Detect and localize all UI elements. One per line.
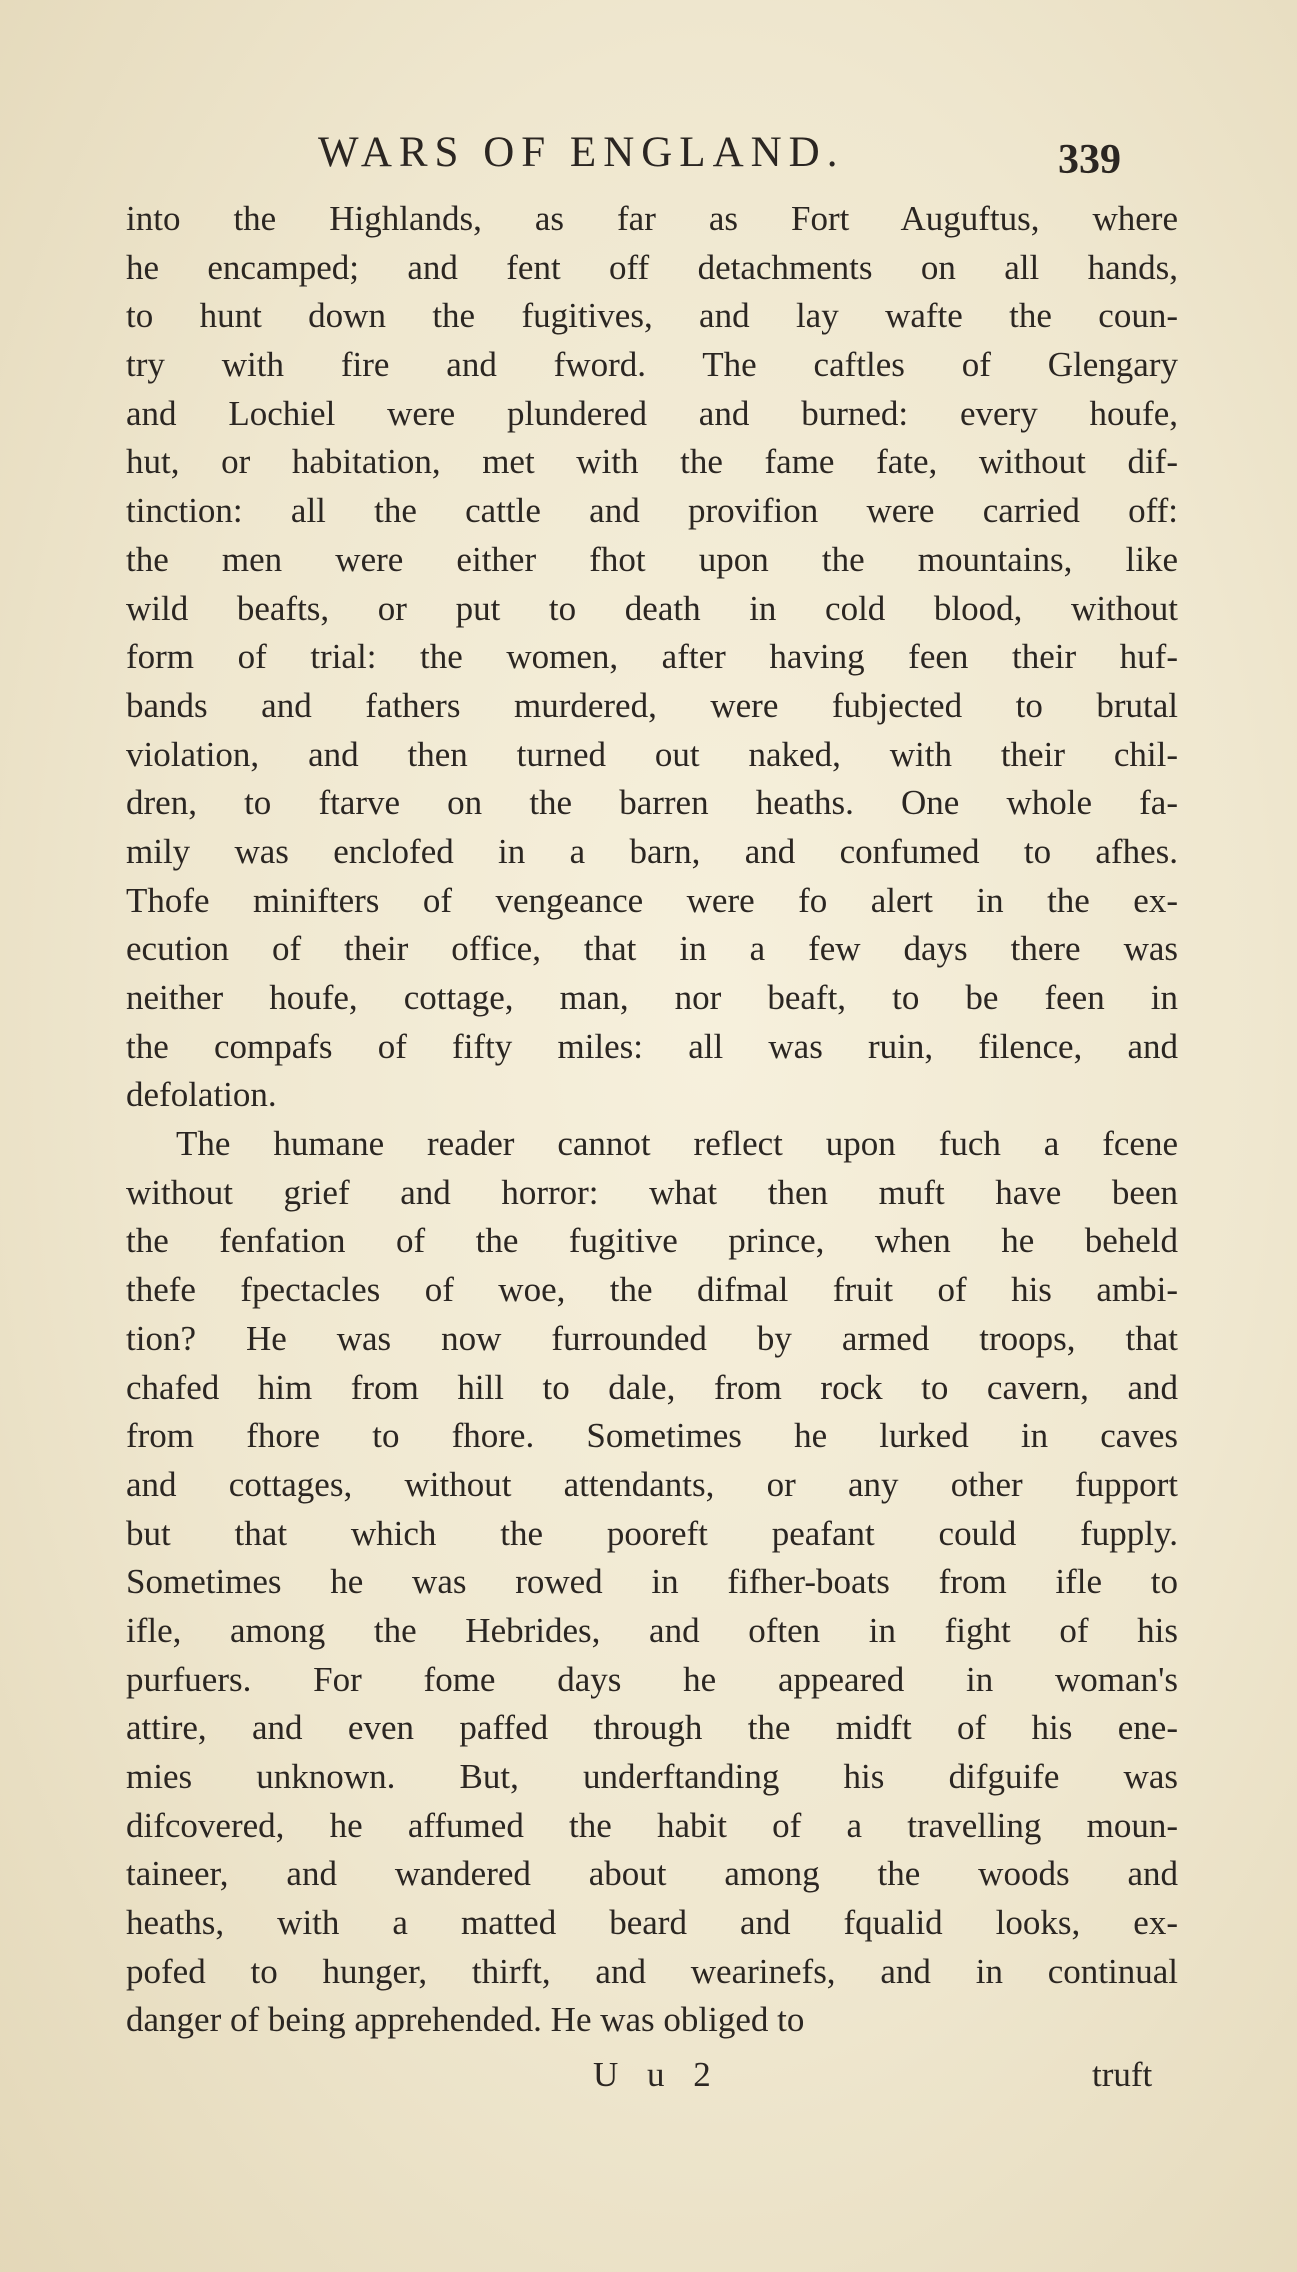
text-line: tion? He was now furrounded by armed troops, that xyxy=(126,1318,1178,1358)
text-line: dren, to ftarve on the barren heaths. One whole fa- xyxy=(126,783,1178,823)
text-line: tinction: all the cattle and provifion were carried off: xyxy=(126,491,1178,531)
paragraph xyxy=(126,195,1178,1120)
text-line: difcovered, he affumed the habit of a travelling moun- xyxy=(126,1805,1178,1845)
text-line: chafed him from hill to dale, from rock to cavern, and xyxy=(126,1367,1178,1407)
paragraph xyxy=(126,1120,1178,2045)
page-header xyxy=(0,128,1297,188)
page-number: 339 xyxy=(1058,137,1121,183)
text-line: neither houfe, cottage, man, nor beaft, to be feen in xyxy=(126,978,1178,1017)
text-line: to hunt down the fugitives, and lay wafte the coun- xyxy=(126,296,1178,336)
text-line: attire, and even paffed through the midft of his ene- xyxy=(126,1708,1178,1748)
text-line: pofed to hunger, thirft, and wearinefs, and in continual xyxy=(126,1951,1178,1991)
text-line: mily was enclofed in a barn, and confumed to afhes. xyxy=(126,831,1178,871)
text-line: and Lochiel were plundered and burned: every houfe, xyxy=(126,393,1178,433)
text-line: danger of being apprehended. He was obliged to xyxy=(126,2000,805,2040)
text-line: purfuers. For fome days he appeared in woman's xyxy=(126,1659,1178,1699)
text-line: hut, or habitation, met with the fame fate, without dif- xyxy=(126,442,1178,482)
text-line: into the Highlands, as far as Fort Auguftus, where xyxy=(126,199,1178,238)
text-line: violation, and then turned out naked, with their chil- xyxy=(126,734,1178,774)
signature-mark: U u 2 xyxy=(593,2055,721,2094)
text-line: form of trial: the women, after having feen their huf- xyxy=(126,637,1178,677)
text-line: thefe fpectacles of woe, the difmal fruit of his ambi- xyxy=(126,1270,1178,1310)
text-line: bands and fathers murdered, were fubjected to brutal xyxy=(126,685,1178,725)
text-line: mies unknown. But, underftanding his difguife was xyxy=(126,1757,1178,1796)
text-line: the men were either fhot upon the mountains, like xyxy=(126,539,1178,579)
text-line: the compafs of fifty miles: all was ruin, filence, and xyxy=(126,1026,1178,1066)
text-line: without grief and horror: what then muft have been xyxy=(126,1172,1178,1212)
text-line: Sometimes he was rowed in fifher-boats from ifle to xyxy=(126,1562,1178,1602)
running-title: WARS OF ENGLAND. xyxy=(318,129,845,176)
body-text xyxy=(126,195,1178,2045)
text-line: the fenfation of the fugitive prince, when he beheld xyxy=(126,1221,1178,1261)
text-line: and cottages, without attendants, or any other fupport xyxy=(126,1464,1178,1504)
page-footer xyxy=(0,2055,1297,2105)
text-line: he encamped; and fent off detachments on all hands, xyxy=(126,247,1178,287)
text-line: defolation. xyxy=(126,1075,277,1115)
text-line: but that which the pooreft peafant could fupply. xyxy=(126,1513,1178,1553)
catchword: truft xyxy=(1092,2055,1153,2094)
text-line: from fhore to fhore. Sometimes he lurked in caves xyxy=(126,1416,1178,1456)
text-line: try with fire and fword. The caftles of Glengary xyxy=(126,345,1178,385)
text-line: wild beafts, or put to death in cold blood, without xyxy=(126,588,1178,628)
text-line: heaths, with a matted beard and fqualid looks, ex- xyxy=(126,1903,1178,1943)
text-line: Thofe minifters of vengeance were fo alert in the ex- xyxy=(126,880,1178,920)
text-line: taineer, and wandered about among the woods and xyxy=(126,1854,1178,1894)
text-line: The humane reader cannot reflect upon fuch a fcene xyxy=(176,1124,1178,1164)
text-line: ifle, among the Hebrides, and often in fight of his xyxy=(126,1610,1178,1650)
text-line: ecution of their office, that in a few days there was xyxy=(126,929,1178,969)
